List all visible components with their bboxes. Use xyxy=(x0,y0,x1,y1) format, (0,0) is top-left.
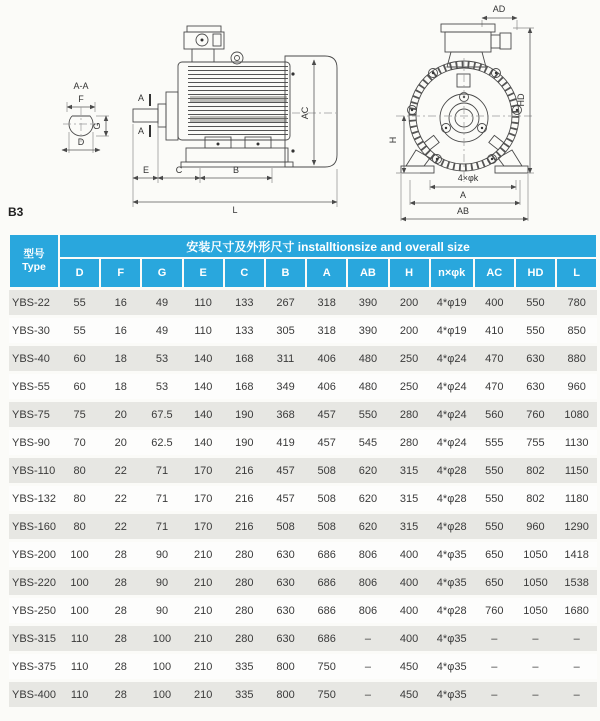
dimension-cell: 630 xyxy=(265,541,306,569)
dimension-cell: 686 xyxy=(306,541,347,569)
dimension-cell: 960 xyxy=(515,513,556,541)
dimension-table xyxy=(8,233,598,707)
dim-label-h: H xyxy=(388,136,398,144)
dimension-cell: 4*φ35 xyxy=(430,625,474,653)
dimension-cell: 110 xyxy=(59,625,100,653)
dimension-cell: 100 xyxy=(59,569,100,597)
dimension-cell: 406 xyxy=(306,345,347,373)
dimension-cell: 80 xyxy=(59,457,100,485)
row-type-cell: YBS-55 xyxy=(9,373,59,401)
section-cut-label-top: A xyxy=(137,93,145,103)
dimension-cell: 80 xyxy=(59,485,100,513)
dimension-cell: 55 xyxy=(59,317,100,345)
table-row xyxy=(9,457,597,485)
dimension-cell: 4*φ35 xyxy=(430,541,474,569)
dimension-cell: 400 xyxy=(389,541,430,569)
dimension-cell: 508 xyxy=(306,485,347,513)
dimension-cell: 400 xyxy=(474,289,515,317)
dimension-cell: 133 xyxy=(224,317,265,345)
dimension-cell: 90 xyxy=(141,597,182,625)
bolt-hole-note: 4×φk xyxy=(457,173,479,183)
table-row xyxy=(9,569,597,597)
dimension-cell: 750 xyxy=(306,681,347,708)
dimension-cell: 550 xyxy=(515,289,556,317)
column-header: AB xyxy=(347,258,388,289)
dimension-cell: 216 xyxy=(224,513,265,541)
dimension-cell: 71 xyxy=(141,457,182,485)
dim-label-e: E xyxy=(142,165,150,175)
dimension-cell: – xyxy=(474,653,515,681)
dimension-cell: – xyxy=(474,625,515,653)
dimension-cell: 140 xyxy=(183,429,224,457)
dimension-cell: 75 xyxy=(59,401,100,429)
table-row xyxy=(9,485,597,513)
dimension-cell: 315 xyxy=(389,485,430,513)
dimension-cell: 16 xyxy=(100,317,141,345)
dimension-cell: 1130 xyxy=(556,429,597,457)
dimension-cell: 850 xyxy=(556,317,597,345)
dimension-cell: 4*φ28 xyxy=(430,485,474,513)
dimension-cell: 1150 xyxy=(556,457,597,485)
dimension-cell: 100 xyxy=(59,597,100,625)
dimension-cell: 457 xyxy=(265,485,306,513)
dimension-cell: – xyxy=(515,653,556,681)
dim-label-g: G xyxy=(92,122,102,130)
dimension-cell: 60 xyxy=(59,373,100,401)
dimension-cell: 190 xyxy=(224,429,265,457)
group-header: 安装尺寸及外形尺寸 installtionsize and overall size xyxy=(59,234,597,258)
dimension-cell: 170 xyxy=(183,485,224,513)
dimension-cell: 4*φ19 xyxy=(430,289,474,317)
dimension-cell: 650 xyxy=(474,569,515,597)
dimension-cell: 349 xyxy=(265,373,306,401)
dimension-cell: 508 xyxy=(306,457,347,485)
shaft-section-view xyxy=(62,81,109,153)
dimension-cell: 802 xyxy=(515,457,556,485)
dimension-cell: – xyxy=(347,681,388,708)
dimension-cell: 630 xyxy=(515,345,556,373)
dimension-cell: 1290 xyxy=(556,513,597,541)
column-header: F xyxy=(100,258,141,289)
dimension-cell: 210 xyxy=(183,653,224,681)
dimension-cell: 800 xyxy=(265,653,306,681)
technical-drawing xyxy=(0,0,600,232)
dimension-cell: 110 xyxy=(59,681,100,708)
column-header: C xyxy=(224,258,265,289)
column-header: H xyxy=(389,258,430,289)
dimension-cell: 100 xyxy=(141,681,182,708)
row-type-cell: YBS-400 xyxy=(9,681,59,708)
dimension-cell: 170 xyxy=(183,513,224,541)
dimension-cell: 4*φ19 xyxy=(430,317,474,345)
dimension-cell: 760 xyxy=(474,597,515,625)
table-row xyxy=(9,513,597,541)
dimension-cell: 140 xyxy=(183,401,224,429)
dimension-cell: 686 xyxy=(306,569,347,597)
dimension-cell: 4*φ35 xyxy=(430,569,474,597)
dimension-cell: 4*φ24 xyxy=(430,345,474,373)
dimension-cell: 100 xyxy=(141,653,182,681)
dimension-cell: 216 xyxy=(224,485,265,513)
dimension-cell: 806 xyxy=(347,597,388,625)
dimension-cell: 1180 xyxy=(556,485,597,513)
dimension-cell: 110 xyxy=(59,653,100,681)
dimension-cell: 67.5 xyxy=(141,401,182,429)
dimension-cell: 410 xyxy=(474,317,515,345)
column-header: D xyxy=(59,258,100,289)
dimension-cell: 630 xyxy=(265,569,306,597)
dimension-cell: 686 xyxy=(306,597,347,625)
column-header: n×φk xyxy=(430,258,474,289)
row-type-cell: YBS-375 xyxy=(9,653,59,681)
dim-label-a: A xyxy=(459,190,467,200)
table-body xyxy=(9,289,597,708)
dimension-cell: 267 xyxy=(265,289,306,317)
row-type-cell: YBS-75 xyxy=(9,401,59,429)
dimension-cell: 28 xyxy=(100,625,141,653)
dimension-cell: 960 xyxy=(556,373,597,401)
dimension-cell: – xyxy=(347,653,388,681)
dimension-cell: 100 xyxy=(141,625,182,653)
dimension-cell: 400 xyxy=(389,625,430,653)
dimension-cell: 190 xyxy=(224,401,265,429)
dimension-cell: 450 xyxy=(389,653,430,681)
dim-label-ab: AB xyxy=(456,206,470,216)
dimension-cell: 280 xyxy=(224,597,265,625)
table-row xyxy=(9,429,597,457)
table-row xyxy=(9,597,597,625)
dimension-cell: 28 xyxy=(100,541,141,569)
dimension-cell: 400 xyxy=(389,569,430,597)
dimension-cell: – xyxy=(474,681,515,708)
dimension-cell: 280 xyxy=(224,541,265,569)
dimension-cell: 170 xyxy=(183,457,224,485)
dimension-cell: 200 xyxy=(389,317,430,345)
dimension-cell: 480 xyxy=(347,345,388,373)
dim-label-hd: HD xyxy=(516,93,526,107)
dimension-cell: 335 xyxy=(224,681,265,708)
dimension-cell: – xyxy=(347,625,388,653)
dimension-cell: 555 xyxy=(474,429,515,457)
column-header: A xyxy=(306,258,347,289)
column-header: HD xyxy=(515,258,556,289)
dimension-cell: 550 xyxy=(474,485,515,513)
dimension-cell: 110 xyxy=(183,317,224,345)
dimension-cell: 1418 xyxy=(556,541,597,569)
type-column-header xyxy=(9,234,59,289)
dimension-cell: 390 xyxy=(347,317,388,345)
dimension-cell: 630 xyxy=(515,373,556,401)
dimension-cell: 305 xyxy=(265,317,306,345)
dimension-cell: 508 xyxy=(265,513,306,541)
dim-label-c: C xyxy=(175,165,183,175)
dimension-cell: 20 xyxy=(100,401,141,429)
dimension-cell: 4*φ24 xyxy=(430,401,474,429)
row-type-cell: YBS-110 xyxy=(9,457,59,485)
dimension-cell: 133 xyxy=(224,289,265,317)
dimension-cell: 53 xyxy=(141,373,182,401)
dimension-cell: 16 xyxy=(100,289,141,317)
row-type-cell: YBS-200 xyxy=(9,541,59,569)
section-label: A-A xyxy=(73,81,89,91)
dimension-cell: 28 xyxy=(100,597,141,625)
dimension-cell: 28 xyxy=(100,681,141,708)
column-header: AC xyxy=(474,258,515,289)
dimension-cell: 18 xyxy=(100,345,141,373)
dimension-cell: 53 xyxy=(141,345,182,373)
mounting-code-label: B3 xyxy=(8,205,24,219)
dimension-cell: 1050 xyxy=(515,541,556,569)
row-type-cell: YBS-250 xyxy=(9,597,59,625)
dimension-cell: 780 xyxy=(556,289,597,317)
dim-label-ad: AD xyxy=(492,4,506,14)
dimension-cell: 1538 xyxy=(556,569,597,597)
section-cut-label-bottom: A xyxy=(137,126,145,136)
dim-label-b: B xyxy=(232,165,240,175)
dimension-cell: 550 xyxy=(474,513,515,541)
dimension-cell: 4*φ28 xyxy=(430,457,474,485)
dimension-cell: 140 xyxy=(183,345,224,373)
dimension-cell: 210 xyxy=(183,681,224,708)
dimension-cell: 806 xyxy=(347,569,388,597)
dimension-cell: 280 xyxy=(389,401,430,429)
row-type-cell: YBS-30 xyxy=(9,317,59,345)
dimension-cell: 49 xyxy=(141,317,182,345)
dimension-cell: 20 xyxy=(100,429,141,457)
dimension-cell: – xyxy=(556,681,597,708)
column-header: L xyxy=(556,258,597,289)
table-row xyxy=(9,317,597,345)
table-row xyxy=(9,373,597,401)
row-type-cell: YBS-220 xyxy=(9,569,59,597)
table-row xyxy=(9,401,597,429)
dimension-cell: 620 xyxy=(347,485,388,513)
dimension-cell: 22 xyxy=(100,485,141,513)
table-row xyxy=(9,653,597,681)
dimension-cell: 650 xyxy=(474,541,515,569)
dimension-cell: 620 xyxy=(347,457,388,485)
dimension-cell: 90 xyxy=(141,569,182,597)
dimension-cell: 210 xyxy=(183,597,224,625)
group-header-row xyxy=(9,234,597,258)
dimension-cell: 686 xyxy=(306,625,347,653)
table-row xyxy=(9,289,597,317)
dim-label-d: D xyxy=(77,137,85,147)
dimension-cell: 210 xyxy=(183,625,224,653)
dimension-cell: 560 xyxy=(474,401,515,429)
dimension-cell: 470 xyxy=(474,373,515,401)
dimension-cell: 806 xyxy=(347,541,388,569)
dimension-cell: 800 xyxy=(265,681,306,708)
motor-side-view xyxy=(133,26,337,215)
dimension-cell: 750 xyxy=(306,653,347,681)
dimension-cell: 200 xyxy=(389,289,430,317)
dimension-cell: – xyxy=(556,653,597,681)
dimension-cell: 802 xyxy=(515,485,556,513)
dimension-cell: 18 xyxy=(100,373,141,401)
dimension-cell: 318 xyxy=(306,317,347,345)
dimension-cell: 210 xyxy=(183,569,224,597)
table-row xyxy=(9,541,597,569)
dimension-cell: 4*φ35 xyxy=(430,681,474,708)
row-type-cell: YBS-132 xyxy=(9,485,59,513)
dimension-cell: 250 xyxy=(389,373,430,401)
dimension-cell: 110 xyxy=(183,289,224,317)
dimension-cell: 250 xyxy=(389,345,430,373)
motor-front-view xyxy=(388,4,534,221)
dimension-cell: – xyxy=(556,625,597,653)
dimension-cell: 620 xyxy=(347,513,388,541)
dimension-cell: 62.5 xyxy=(141,429,182,457)
dimension-cell: 28 xyxy=(100,653,141,681)
column-header: G xyxy=(141,258,182,289)
dimension-cell: 70 xyxy=(59,429,100,457)
dimension-cell: 457 xyxy=(265,457,306,485)
dimension-cell: 450 xyxy=(389,681,430,708)
table-row xyxy=(9,345,597,373)
dimension-cell: – xyxy=(515,625,556,653)
dimension-cell: 311 xyxy=(265,345,306,373)
dimension-cell: 760 xyxy=(515,401,556,429)
dimension-cell: 168 xyxy=(224,373,265,401)
dimension-cell: 368 xyxy=(265,401,306,429)
row-type-cell: YBS-90 xyxy=(9,429,59,457)
dim-label-f: F xyxy=(78,94,84,104)
dimension-cell: 60 xyxy=(59,345,100,373)
dimension-cell: 49 xyxy=(141,289,182,317)
dimension-cell: 400 xyxy=(389,597,430,625)
dimension-cell: 140 xyxy=(183,373,224,401)
dimension-cell: 457 xyxy=(306,429,347,457)
dimension-cell: – xyxy=(515,681,556,708)
dimension-cell: 4*φ24 xyxy=(430,429,474,457)
column-header-row xyxy=(9,258,597,289)
type-header-en: Type xyxy=(22,261,46,273)
dimension-cell: 335 xyxy=(224,653,265,681)
type-header-zh: 型号 xyxy=(23,247,45,260)
dimension-cell: 4*φ28 xyxy=(430,597,474,625)
dimension-cell: 457 xyxy=(306,401,347,429)
dimension-cell: 1050 xyxy=(515,597,556,625)
row-type-cell: YBS-315 xyxy=(9,625,59,653)
row-type-cell: YBS-160 xyxy=(9,513,59,541)
dimension-cell: 630 xyxy=(265,625,306,653)
dimension-cell: 71 xyxy=(141,485,182,513)
dim-label-ac: AC xyxy=(300,106,310,120)
dimension-cell: 4*φ28 xyxy=(430,513,474,541)
row-type-cell: YBS-40 xyxy=(9,345,59,373)
dimension-cell: 28 xyxy=(100,569,141,597)
dimension-cell: 100 xyxy=(59,541,100,569)
dimension-cell: 880 xyxy=(556,345,597,373)
dimension-cell: 280 xyxy=(224,625,265,653)
dimension-cell: 80 xyxy=(59,513,100,541)
dimension-cell: 280 xyxy=(224,569,265,597)
dimension-cell: 216 xyxy=(224,457,265,485)
dimension-cell: 4*φ24 xyxy=(430,373,474,401)
table-row xyxy=(9,681,597,708)
row-type-cell: YBS-22 xyxy=(9,289,59,317)
dimension-cell: 545 xyxy=(347,429,388,457)
dimension-cell: 419 xyxy=(265,429,306,457)
dimension-cell: 318 xyxy=(306,289,347,317)
dimension-cell: 168 xyxy=(224,345,265,373)
motor-dimension-drawing xyxy=(0,0,600,232)
dimension-cell: 1050 xyxy=(515,569,556,597)
dimension-cell: 1680 xyxy=(556,597,597,625)
dimension-cell: 90 xyxy=(141,541,182,569)
dimension-cell: 550 xyxy=(347,401,388,429)
dimension-cell: 508 xyxy=(306,513,347,541)
dimension-cell: 315 xyxy=(389,457,430,485)
dimension-cell: 480 xyxy=(347,373,388,401)
dimension-cell: 550 xyxy=(515,317,556,345)
dimension-cell: 630 xyxy=(265,597,306,625)
dimension-cell: 55 xyxy=(59,289,100,317)
column-header: B xyxy=(265,258,306,289)
dimension-cell: 71 xyxy=(141,513,182,541)
dimension-cell: 390 xyxy=(347,289,388,317)
column-header: E xyxy=(183,258,224,289)
dimension-cell: 210 xyxy=(183,541,224,569)
dimension-cell: 550 xyxy=(474,457,515,485)
dimension-cell: 280 xyxy=(389,429,430,457)
dimension-cell: 315 xyxy=(389,513,430,541)
dimension-cell: 4*φ35 xyxy=(430,653,474,681)
dimension-cell: 470 xyxy=(474,345,515,373)
dimension-cell: 755 xyxy=(515,429,556,457)
dim-label-l: L xyxy=(232,205,238,215)
table-row xyxy=(9,625,597,653)
dimension-cell: 1080 xyxy=(556,401,597,429)
dimension-cell: 22 xyxy=(100,513,141,541)
dimension-cell: 22 xyxy=(100,457,141,485)
dimension-cell: 406 xyxy=(306,373,347,401)
